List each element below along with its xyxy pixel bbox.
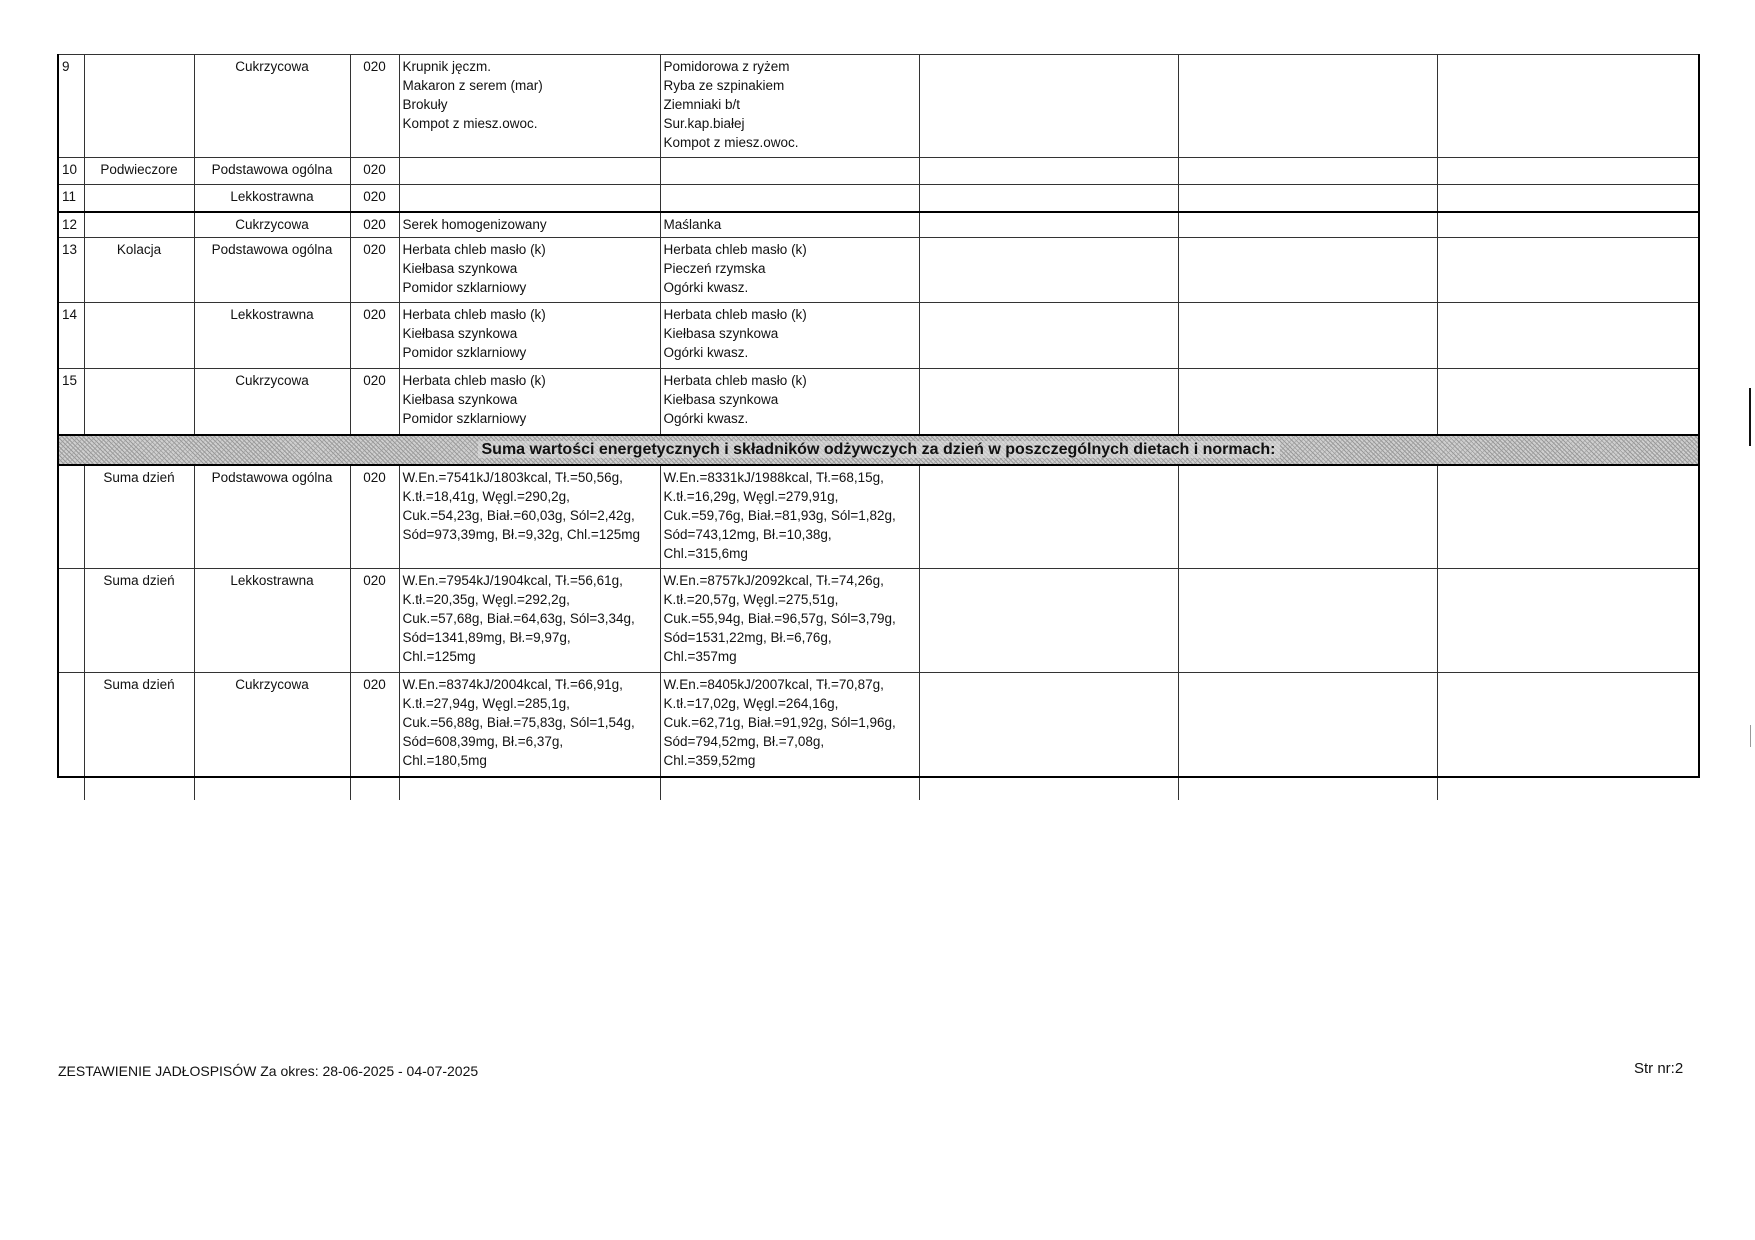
diet-code: 020 bbox=[350, 465, 399, 569]
diet-code: 020 bbox=[350, 673, 399, 777]
menu-day-2 bbox=[660, 55, 919, 158]
diet-code: 020 bbox=[350, 185, 399, 212]
dish-line: Kompot z miesz.owoc. bbox=[402, 116, 538, 131]
dish-line: Krupnik jęczm. bbox=[402, 59, 492, 74]
dish-line: K.tł.=20,35g, Węgl.=292,2g, bbox=[402, 592, 570, 607]
nutrition-day-1 bbox=[399, 673, 660, 777]
table-row bbox=[58, 212, 1699, 238]
dish-line: Pomidorowa z ryżem bbox=[663, 59, 790, 74]
nutrition-day-2 bbox=[660, 465, 919, 569]
menu-day-3 bbox=[919, 369, 1178, 435]
dish-line: K.tł.=17,02g, Węgl.=264,16g, bbox=[663, 696, 839, 711]
menu-day-5 bbox=[1437, 238, 1699, 303]
dish-line: Makaron z serem (mar) bbox=[402, 78, 543, 93]
dish-line: Kiełbasa szynkowa bbox=[663, 392, 779, 407]
menu-day-2 bbox=[660, 369, 919, 435]
stub-cell bbox=[919, 777, 1178, 800]
menu-day-4 bbox=[1178, 212, 1437, 238]
nutrition-day-1 bbox=[399, 569, 660, 673]
summary-label: Suma dzień bbox=[84, 673, 194, 777]
row-number: 11 bbox=[58, 185, 84, 212]
dish-line: K.tł.=18,41g, Węgl.=290,2g, bbox=[402, 488, 570, 504]
menu-day-2 bbox=[660, 303, 919, 369]
nutrition-day-3 bbox=[919, 465, 1178, 569]
menu-day-3 bbox=[919, 158, 1178, 185]
nutrition-day-3 bbox=[919, 673, 1178, 777]
dish-line: Ryba ze szpinakiem bbox=[663, 78, 785, 93]
dish-line: Chl.=315,6mg bbox=[663, 545, 748, 561]
meal-name bbox=[84, 369, 194, 435]
stub-cell bbox=[194, 777, 350, 800]
stub-cell bbox=[1178, 777, 1437, 800]
dish-line: Maślanka bbox=[663, 216, 722, 232]
meal-name bbox=[84, 303, 194, 369]
stub-cell bbox=[399, 777, 660, 800]
table-row bbox=[58, 158, 1699, 185]
nutrition-day-5 bbox=[1437, 673, 1699, 777]
dish-line: W.En.=7541kJ/1803kcal, Tł.=50,56g, bbox=[402, 469, 623, 485]
diet-name: Lekkostrawna bbox=[194, 569, 350, 673]
dish-line: Sód=794,52mg, Bł.=7,08g, bbox=[663, 734, 825, 749]
diet-name: Cukrzycowa bbox=[194, 673, 350, 777]
diet-code: 020 bbox=[350, 158, 399, 185]
menu-day-3 bbox=[919, 185, 1178, 212]
dish-line: K.tł.=27,94g, Węgl.=285,1g, bbox=[402, 696, 570, 711]
menu-day-1 bbox=[399, 369, 660, 435]
menu-day-5 bbox=[1437, 185, 1699, 212]
dish-line: Kiełbasa szynkowa bbox=[663, 326, 779, 341]
menu-day-5 bbox=[1437, 369, 1699, 435]
table-row bbox=[58, 185, 1699, 212]
menu-day-1 bbox=[399, 212, 660, 238]
menu-day-3 bbox=[919, 303, 1178, 369]
stub-cell bbox=[58, 777, 84, 800]
summary-row bbox=[58, 465, 1699, 569]
dish-line: W.En.=8405kJ/2007kcal, Tł.=70,87g, bbox=[663, 677, 884, 692]
diet-name: Cukrzycowa bbox=[194, 55, 350, 158]
dish-line: Herbata chleb masło (k) bbox=[402, 373, 546, 388]
dish-line: Chl.=357mg bbox=[663, 649, 737, 664]
meal-name: Podwieczore bbox=[84, 158, 194, 185]
dish-line: Ziemniaki b/t bbox=[663, 97, 741, 112]
menu-day-1 bbox=[399, 158, 660, 185]
menu-rows bbox=[58, 55, 1699, 800]
margin-mark-small bbox=[1750, 725, 1751, 747]
table-row bbox=[58, 238, 1699, 303]
menu-table bbox=[57, 54, 1700, 800]
diet-code: 020 bbox=[350, 303, 399, 369]
dish-line: Pomidor szklarniowy bbox=[402, 280, 527, 295]
dish-line: Chl.=359,52mg bbox=[663, 753, 756, 768]
menu-day-3 bbox=[919, 55, 1178, 158]
footer-title: ZESTAWIENIE JADŁOSPISÓW Za okres: 28-06-2025 - 04-07-2025 bbox=[58, 1063, 479, 1079]
table-row bbox=[58, 55, 1699, 158]
diet-code: 020 bbox=[350, 55, 399, 158]
stub-cell bbox=[84, 777, 194, 800]
nutrition-day-1 bbox=[399, 465, 660, 569]
dish-line: Sód=1341,89mg, Bł.=9,97g, bbox=[402, 630, 571, 645]
menu-day-4 bbox=[1178, 158, 1437, 185]
dish-line: Serek homogenizowany bbox=[402, 216, 547, 232]
menu-day-4 bbox=[1178, 303, 1437, 369]
diet-code: 020 bbox=[350, 569, 399, 673]
menu-day-5 bbox=[1437, 212, 1699, 238]
nutrition-day-2 bbox=[660, 569, 919, 673]
page-number: Str nr:2 bbox=[1634, 1060, 1684, 1077]
menu-day-1 bbox=[399, 185, 660, 212]
dish-line: W.En.=8374kJ/2004kcal, Tł.=66,91g, bbox=[402, 677, 623, 692]
diet-name: Cukrzycowa bbox=[194, 212, 350, 238]
summary-row bbox=[58, 673, 1699, 777]
dish-line: Chl.=180,5mg bbox=[402, 753, 487, 768]
dish-line: Herbata chleb masło (k) bbox=[663, 242, 807, 257]
dish-line: W.En.=7954kJ/1904kcal, Tł.=56,61g, bbox=[402, 573, 623, 588]
diet-code: 020 bbox=[350, 212, 399, 238]
menu-day-3 bbox=[919, 238, 1178, 303]
meal-name bbox=[84, 55, 194, 158]
summary-label: Suma dzień bbox=[84, 569, 194, 673]
dish-line: Sód=1531,22mg, Bł.=6,76g, bbox=[663, 630, 832, 645]
dish-line: Kiełbasa szynkowa bbox=[402, 392, 518, 407]
dish-line: Sód=743,12mg, Bł.=10,38g, bbox=[663, 526, 832, 542]
dish-line: Herbata chleb masło (k) bbox=[402, 307, 546, 322]
row-number: 9 bbox=[58, 55, 84, 158]
dish-line: Ogórki kwasz. bbox=[663, 280, 749, 295]
meal-name bbox=[84, 212, 194, 238]
diet-name: Cukrzycowa bbox=[194, 369, 350, 435]
dish-line: Brokuły bbox=[402, 97, 448, 112]
menu-day-4 bbox=[1178, 369, 1437, 435]
nutrition-day-4 bbox=[1178, 673, 1437, 777]
dish-line: Ogórki kwasz. bbox=[663, 345, 749, 360]
dish-line: Cuk.=62,71g, Biał.=91,92g, Sól=1,96g, bbox=[663, 715, 896, 730]
menu-day-5 bbox=[1437, 158, 1699, 185]
row-number: 12 bbox=[58, 212, 84, 238]
row-number bbox=[58, 569, 84, 673]
dish-line: Pieczeń rzymska bbox=[663, 261, 766, 276]
table-row bbox=[58, 369, 1699, 435]
dish-line: Ogórki kwasz. bbox=[663, 411, 749, 426]
row-number: 10 bbox=[58, 158, 84, 185]
menu-day-4 bbox=[1178, 185, 1437, 212]
nutrition-day-4 bbox=[1178, 569, 1437, 673]
diet-name: Lekkostrawna bbox=[194, 303, 350, 369]
diet-name: Podstawowa ogólna bbox=[194, 465, 350, 569]
stub-cell bbox=[1437, 777, 1699, 800]
dish-line: Sód=608,39mg, Bł.=6,37g, bbox=[402, 734, 564, 749]
dish-line: Sur.kap.białej bbox=[663, 116, 745, 131]
dish-line: Kiełbasa szynkowa bbox=[402, 261, 518, 276]
menu-day-4 bbox=[1178, 238, 1437, 303]
dish-line: Sód=973,39mg, Bł.=9,32g, Chl.=125mg bbox=[402, 526, 641, 542]
nutrition-day-5 bbox=[1437, 569, 1699, 673]
menu-day-1 bbox=[399, 55, 660, 158]
margin-mark bbox=[1749, 388, 1751, 446]
diet-name: Podstawowa ogólna bbox=[194, 158, 350, 185]
row-number: 15 bbox=[58, 369, 84, 435]
summary-band bbox=[58, 435, 1699, 465]
stub-cell bbox=[350, 777, 399, 800]
nutrition-day-5 bbox=[1437, 465, 1699, 569]
dish-line: K.tł.=20,57g, Węgl.=275,51g, bbox=[663, 592, 839, 607]
dish-line: K.tł.=16,29g, Węgl.=279,91g, bbox=[663, 488, 839, 504]
diet-code: 020 bbox=[350, 238, 399, 303]
dish-line: Cuk.=56,88g, Biał.=75,83g, Sól=1,54g, bbox=[402, 715, 635, 730]
dish-line: Pomidor szklarniowy bbox=[402, 345, 527, 360]
menu-day-3 bbox=[919, 212, 1178, 238]
menu-day-2 bbox=[660, 212, 919, 238]
dish-line: Herbata chleb masło (k) bbox=[663, 307, 807, 322]
dish-line: Kiełbasa szynkowa bbox=[402, 326, 518, 341]
dish-line: Herbata chleb masło (k) bbox=[402, 242, 546, 257]
dish-line: Cuk.=59,76g, Biał.=81,93g, Sól=1,82g, bbox=[663, 507, 896, 523]
dish-line: Cuk.=55,94g, Biał.=96,57g, Sól=3,79g, bbox=[663, 611, 896, 626]
menu-day-2 bbox=[660, 185, 919, 212]
dish-line: Cuk.=54,23g, Biał.=60,03g, Sól=2,42g, bbox=[402, 507, 635, 523]
dish-line: Herbata chleb masło (k) bbox=[663, 373, 807, 388]
stub-cell bbox=[660, 777, 919, 800]
row-number bbox=[58, 673, 84, 777]
row-number bbox=[58, 465, 84, 569]
diet-name: Lekkostrawna bbox=[194, 185, 350, 212]
diet-name: Podstawowa ogólna bbox=[194, 238, 350, 303]
summary-row bbox=[58, 569, 1699, 673]
diet-code: 020 bbox=[350, 369, 399, 435]
summary-band-cell bbox=[58, 435, 1699, 465]
dish-line: W.En.=8757kJ/2092kcal, Tł.=74,26g, bbox=[663, 573, 884, 588]
menu-day-2 bbox=[660, 238, 919, 303]
menu-day-1 bbox=[399, 303, 660, 369]
dish-line: Chl.=125mg bbox=[402, 649, 476, 664]
menu-day-5 bbox=[1437, 303, 1699, 369]
dish-line: Kompot z miesz.owoc. bbox=[663, 135, 799, 150]
meal-name bbox=[84, 185, 194, 212]
menu-day-5 bbox=[1437, 55, 1699, 158]
menu-day-4 bbox=[1178, 55, 1437, 158]
dish-line: W.En.=8331kJ/1988kcal, Tł.=68,15g, bbox=[663, 469, 884, 485]
nutrition-day-2 bbox=[660, 673, 919, 777]
nutrition-day-4 bbox=[1178, 465, 1437, 569]
table-stub-row bbox=[58, 777, 1699, 800]
row-number: 14 bbox=[58, 303, 84, 369]
summary-band-text: Suma wartości energetycznych i składników odżywczych za dzień w poszczególnych dietach i normach: bbox=[478, 441, 1280, 458]
row-number: 13 bbox=[58, 238, 84, 303]
summary-label: Suma dzień bbox=[84, 465, 194, 569]
dish-line: Pomidor szklarniowy bbox=[402, 411, 527, 426]
meal-name: Kolacja bbox=[84, 238, 194, 303]
nutrition-day-3 bbox=[919, 569, 1178, 673]
table-row bbox=[58, 303, 1699, 369]
menu-day-2 bbox=[660, 158, 919, 185]
menu-day-1 bbox=[399, 238, 660, 303]
dish-line: Cuk.=57,68g, Biał.=64,63g, Sól=3,34g, bbox=[402, 611, 635, 626]
